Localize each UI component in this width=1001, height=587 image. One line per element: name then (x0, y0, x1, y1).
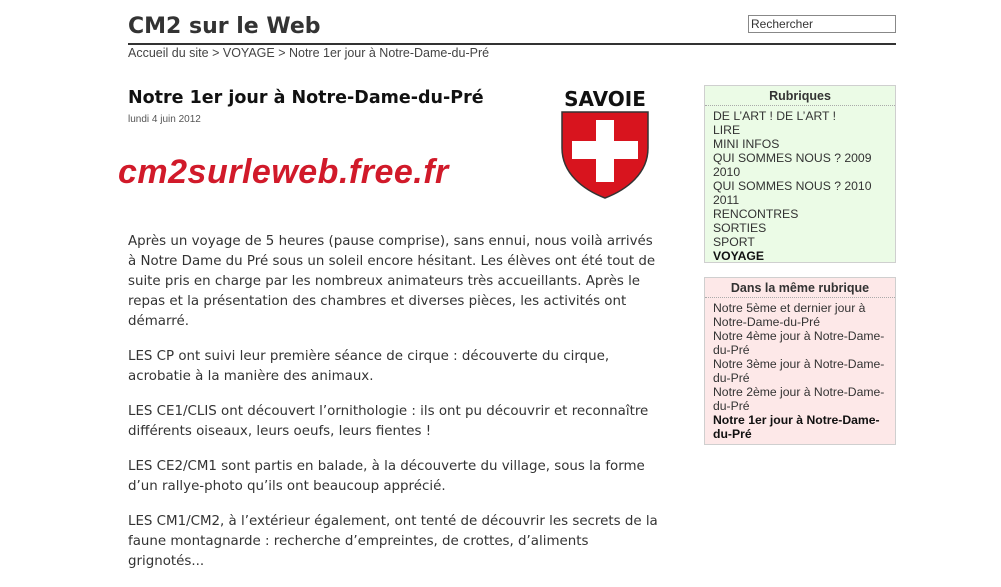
rubrique-link[interactable]: QUI SOMMES NOUS ? 2010 2011 (713, 179, 872, 207)
site-url-banner: cm2surleweb.free.fr (118, 153, 449, 191)
article-paragraph: LES CE1/CLIS ont découvert l’ornithologie : ils ont pu découvrir et reconnaître différents oiseaux, leurs oeufs, leurs fientes ! (128, 404, 649, 439)
breadcrumb-home-link[interactable]: Accueil du site (128, 46, 209, 60)
same-section-title: Dans la même rubrique (705, 278, 895, 298)
same-section-link[interactable]: Notre 5ème et dernier jour à Notre-Dame-du-Pré (713, 301, 866, 329)
rubrique-link[interactable]: QUI SOMMES NOUS ? 2009 2010 (713, 151, 872, 179)
breadcrumb-separator: > (274, 46, 289, 60)
rubrique-link[interactable]: MINI INFOS (713, 137, 780, 151)
rubrique-link[interactable]: LIRE (713, 123, 741, 137)
same-section-link[interactable]: Notre 2ème jour à Notre-Dame-du-Pré (713, 385, 885, 413)
breadcrumb (128, 46, 489, 60)
breadcrumb-section-link[interactable]: VOYAGE (222, 46, 275, 60)
same-section-box (704, 277, 896, 445)
same-section-link[interactable]: Notre 4ème jour à Notre-Dame-du-Pré (713, 329, 885, 357)
article-paragraph: LES CE2/CM1 sont partis en balade, à la découverte du village, sous la forme d’un rallye-photo qu’ils ont beaucoup apprécié. (128, 459, 645, 494)
article-title: Notre 1er jour à Notre-Dame-du-Pré (128, 88, 484, 108)
article-date: lundi 4 juin 2012 (128, 114, 201, 125)
article-paragraph: LES CP ont suivi leur première séance de cirque : découverte du cirque, acrobatie à la manière des animaux. (128, 349, 610, 384)
breadcrumb-separator: > (208, 46, 223, 60)
same-section-current[interactable]: Notre 1er jour à Notre-Dame-du-Pré (713, 413, 880, 441)
rubrique-link[interactable]: RENCONTRES (713, 207, 799, 221)
savoie-crest-image (556, 86, 654, 202)
rubriques-title: Rubriques (705, 86, 895, 106)
rubrique-link[interactable]: SPORT (713, 235, 755, 249)
rubrique-current[interactable]: VOYAGE (713, 249, 765, 263)
rubriques-box (704, 85, 896, 263)
search-input[interactable] (748, 15, 896, 33)
site-title[interactable]: CM2 sur le Web (128, 14, 321, 39)
article-body (128, 232, 658, 587)
article-paragraph: LES CM1/CM2, à l’extérieur également, ont tenté de découvrir les secrets de la faune montagnarde : recherche d’empreintes, de crottes, d’aliments grignotés... (128, 514, 658, 569)
crest-label: SAVOIE (564, 87, 646, 111)
same-section-link[interactable]: Notre 3ème jour à Notre-Dame-du-Pré (713, 357, 885, 385)
rubriques-list (705, 106, 895, 267)
header-divider (128, 43, 896, 45)
rubrique-link[interactable]: SORTIES (713, 221, 767, 235)
crest-cross-horizontal (572, 141, 638, 159)
same-section-list (705, 298, 895, 445)
article-paragraph: Après un voyage de 5 heures (pause comprise), sans ennui, nous voilà arrivés à Notre Dame du Pré sous un soleil encore hésitant. Les élèves ont été tout de suite pris en charge par les nombreux animateurs très accueillants. Après le repas et la présentation des chambres et diverses pièces, les activités ont démarré. (128, 234, 656, 329)
rubrique-link[interactable]: DE L’ART ! DE L’ART ! (713, 109, 837, 123)
breadcrumb-current: Notre 1er jour à Notre-Dame-du-Pré (288, 46, 490, 60)
